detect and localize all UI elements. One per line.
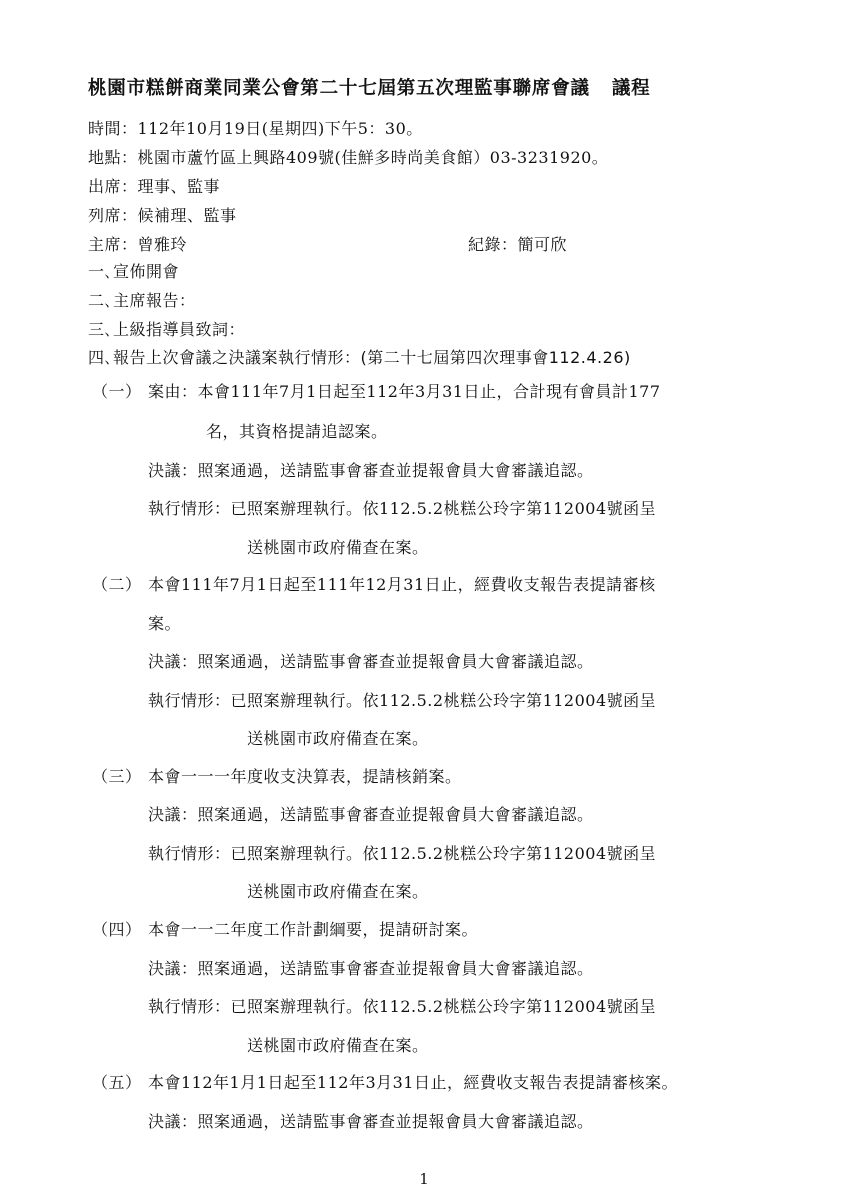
case-5-label: （五）: [92, 1073, 142, 1092]
case-3-label: （三）: [92, 767, 142, 786]
case-2-execution1: 執行情形：已照案辦理執行。依112.5.2桃糕公玲字第112004號函呈: [148, 691, 657, 710]
meeting-time: 時間：112年10月19日(星期四)下午5：30。: [88, 119, 423, 138]
title-main: 桃園市糕餅商業同業公會第二十七屆第五次理監事聯席會議: [88, 78, 590, 99]
case-2-line2: 案。: [148, 614, 182, 633]
case-3-resolution: 決議：照案通過，送請監事會審查並提報會員大會審議追認。: [148, 805, 594, 824]
meeting-observers: 列席：候補理、監事: [88, 206, 237, 225]
case-4-label: （四）: [92, 920, 142, 939]
case-5-line1: 本會112年1月1日起至112年3月31日止，經費收支報告表提請審核案。: [148, 1073, 678, 1092]
case-1-line1: 案由：本會111年7月1日起至112年3月31日止，合計現有會員計177: [148, 382, 661, 401]
case-4-execution1: 執行情形：已照案辦理執行。依112.5.2桃糕公玲字第112004號函呈: [148, 997, 657, 1016]
case-1-execution1: 執行情形：已照案辦理執行。依112.5.2桃糕公玲字第112004號函呈: [148, 499, 657, 518]
meeting-recorder: 紀錄：簡可欣: [468, 235, 568, 254]
case-3-execution2: 送桃園市政府備查在案。: [247, 882, 429, 901]
case-1-resolution: 決議：照案通過，送請監事會審查並提報會員大會審議追認。: [148, 461, 594, 480]
case-2-resolution: 決議：照案通過，送請監事會審查並提報會員大會審議追認。: [148, 652, 594, 671]
case-3-line1: 本會一一一年度收支決算表，提請核銷案。: [148, 767, 462, 786]
meeting-location: 地點：桃園市蘆竹區上興路409號(佳鮮多時尚美食館）03-3231920。: [88, 148, 609, 167]
case-1-line2: 名，其資格提請追認案。: [206, 422, 388, 441]
case-1-execution2: 送桃園市政府備查在案。: [247, 538, 429, 557]
title-suffix: 議程: [611, 78, 651, 99]
meeting-chair: 主席：曾雅玲: [88, 235, 188, 254]
case-5-resolution: 決議：照案通過，送請監事會審查並提報會員大會審議追認。: [148, 1112, 594, 1131]
case-4-resolution: 決議：照案通過，送請監事會審查並提報會員大會審議追認。: [148, 959, 594, 978]
case-4-line1: 本會一一二年度工作計劃綱要，提請研討案。: [148, 920, 479, 939]
agenda-item-2: 二､主席報告：: [88, 291, 196, 310]
agenda-item-1: 一､宣佈開會: [88, 262, 180, 281]
case-1-label: （一）: [92, 382, 142, 401]
document-title: [88, 74, 650, 100]
case-2-execution2: 送桃園市政府備查在案。: [247, 729, 429, 748]
case-3-execution1: 執行情形：已照案辦理執行。依112.5.2桃糕公玲字第112004號函呈: [148, 844, 657, 863]
page-number: 1: [419, 1170, 429, 1188]
agenda-item-4: 四､報告上次會議之決議案執行情形：(第二十七屆第四次理事會112.4.26): [88, 348, 631, 367]
case-4-execution2: 送桃園市政府備查在案。: [247, 1036, 429, 1055]
meeting-attendees: 出席：理事、監事: [88, 177, 221, 196]
agenda-item-3: 三､上級指導員致詞：: [88, 320, 246, 339]
case-2-label: （二）: [92, 575, 142, 594]
case-2-line1: 本會111年7月1日起至111年12月31日止，經費收支報告表提請審核: [148, 575, 656, 594]
